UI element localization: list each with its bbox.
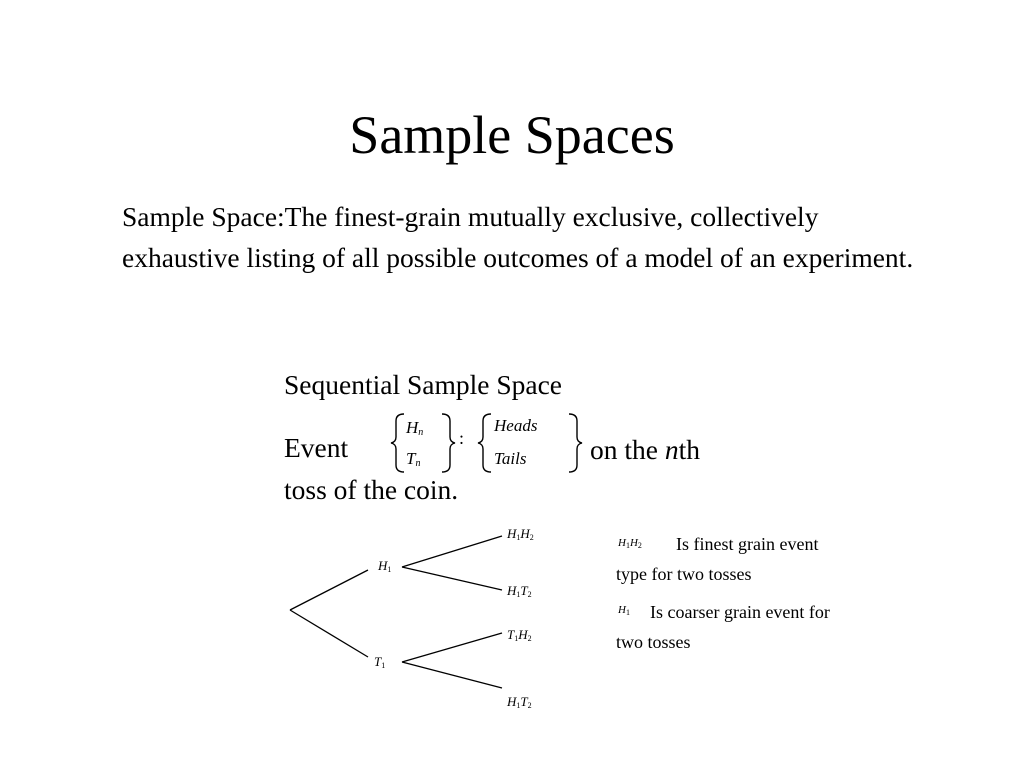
formula-colon: : [459,428,465,448]
branch-root-h1 [290,570,368,610]
formula-heads: Heads [494,416,538,435]
two-toss-tree [280,520,600,720]
formula-tn: $T_n$ [406,449,421,469]
note-1-symbol: $H_1H_2$ [618,537,642,550]
note-2-line-1: Is coarser grain event for [650,602,830,622]
tree-node-t1: $T_1$ [374,654,386,670]
slide-title: Sample Spaces [349,105,675,165]
tree-branches [280,520,600,720]
tree-node-h1t2: $H_1T_2$ [507,583,532,599]
event-continuation: toss of the coin. [284,474,459,505]
branch-root-t1 [290,610,368,657]
sample-space-definition: Sample Space:The finest-grain mutually exclusive, collectively exhaustive listing of all possible outcomes of a model of an experiment. [122,201,914,273]
formula-hn: $H_n$ [406,418,424,438]
branch-t1-h1t2b [402,662,502,688]
branch-h1-h1t2 [402,567,502,590]
tree-node-h1t2-lower: $H_1T_2$ [507,694,532,710]
branch-h1-h1h2 [402,536,502,567]
right-brace-1 [442,414,455,472]
event-label: Event [284,432,349,463]
tree-node-h1: $H_1$ [378,558,392,574]
event-suffix: on the nth [590,434,700,465]
right-brace-2 [569,414,582,472]
note-2-symbol: $H_1$ [618,604,630,617]
event-formula [388,408,588,478]
tree-node-h1h2: $H_1H_2$ [507,526,534,542]
note-2-line-2: two tosses [616,632,691,652]
left-brace-1 [391,414,404,472]
note-1-line-1: Is finest grain event [676,534,819,554]
note-1-line-2: type for two tosses [616,564,752,584]
sequential-sample-space-heading: Sequential Sample Space [284,369,562,400]
branch-t1-t1h2 [402,633,502,662]
tree-node-t1h2: $T_1H_2$ [507,627,532,643]
formula-tails: Tails [494,449,527,468]
left-brace-2 [478,414,491,472]
